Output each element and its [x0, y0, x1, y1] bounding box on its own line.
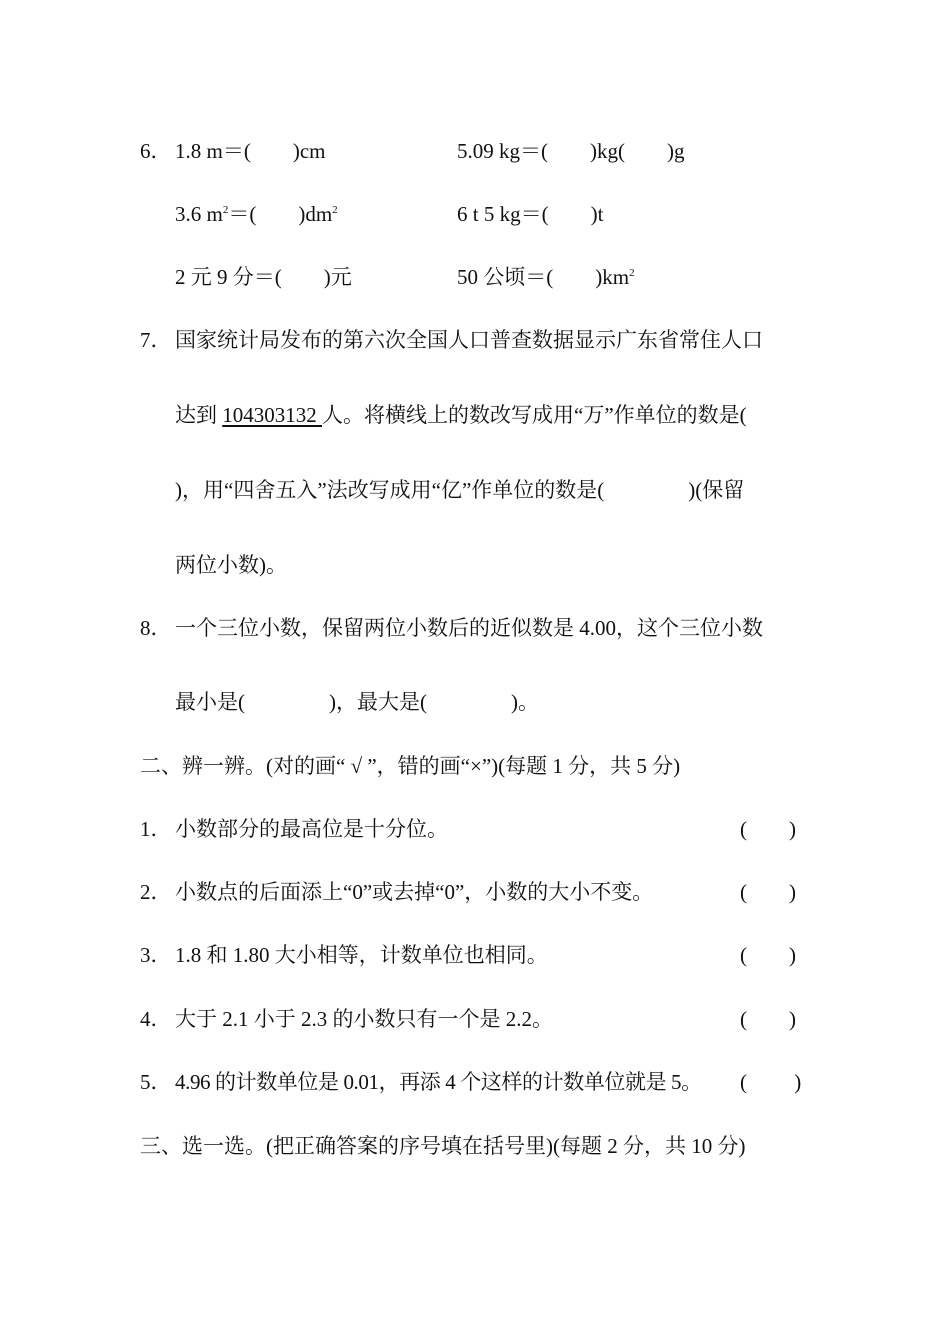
q7-number: 7． — [140, 328, 172, 352]
sec2-item5-answer-paren: ( ) — [740, 1070, 802, 1094]
q6-row3-left: 2 元 9 分＝( )元 — [175, 265, 352, 289]
sec2-item1-text: 小数部分的最高位是十分位。 — [175, 817, 448, 841]
sec2-item1-number: 1． — [140, 817, 172, 841]
superscript-2: 2 — [332, 204, 338, 216]
sec2-item4-answer-paren: ( ) — [740, 1007, 796, 1031]
sec2-item3-number: 3． — [140, 943, 172, 967]
q7-line1: 国家统计局发布的第六次全国人口普查数据显示广东省常住人口 — [175, 328, 763, 352]
sec2-item3-text: 1.8 和 1.80 大小相等，计数单位也相同。 — [175, 943, 548, 967]
q8-number: 8． — [140, 616, 172, 640]
q6-row2-left-a: 3.6 m — [175, 202, 223, 226]
sec2-item2-answer-paren: ( ) — [740, 880, 796, 904]
sec2-item2-text: 小数点的后面添上“0”或去掉“0”，小数的大小不变。 — [175, 880, 654, 904]
sec2-item2-number: 2． — [140, 880, 172, 904]
q6-row1-right: 5.09 kg＝( )kg( )g — [457, 139, 685, 163]
q7-line4: 两位小数)。 — [175, 553, 287, 577]
sec2-item5-number: 5． — [140, 1070, 172, 1094]
q7-underlined-number: 104303132 — [222, 403, 322, 427]
q6-number: 6． — [140, 139, 172, 163]
sec2-item1-answer-paren: ( ) — [740, 817, 796, 841]
q7-line2-pre: 达到 — [175, 403, 223, 427]
q6-row3-right-text: 50 公顷＝( )km — [457, 265, 630, 289]
sec2-item3-answer-paren: ( ) — [740, 943, 796, 967]
section2-title: 二、辨一辨。(对的画“ √ ”，错的画“×”)(每题 1 分，共 5 分) — [140, 754, 681, 778]
section3-title: 三、选一选。(把正确答案的序号填在括号里)(每题 2 分，共 10 分) — [140, 1134, 746, 1158]
q7-line3: )，用“四舍五入”法改写成用“亿”作单位的数是( )(保留 — [175, 478, 745, 502]
sec2-item4-text: 大于 2.1 小于 2.3 的小数只有一个是 2.2。 — [175, 1007, 553, 1031]
q6-row2-right: 6 t 5 kg＝( )t — [457, 202, 604, 226]
q8-line2: 最小是( )，最大是( )。 — [175, 690, 539, 714]
q6-row3-right — [457, 267, 635, 288]
superscript-2: 2 — [629, 267, 635, 279]
superscript-2: 2 — [222, 204, 229, 216]
q7-line2 — [175, 405, 747, 426]
sec2-item5-text: 4.96 的计数单位是 0.01，再添 4 个这样的计数单位就是 5。 — [175, 1070, 702, 1094]
q6-row1-left: 1.8 m＝( )cm — [175, 139, 326, 163]
q6-row2-left-b: ＝( )dm — [228, 202, 333, 226]
sec2-item4-number: 4． — [140, 1007, 172, 1031]
q7-line2-post: 人。将横线上的数改写成用“万”作单位的数是( — [322, 403, 747, 427]
q6-row2-left — [175, 204, 338, 225]
q8-line1: 一个三位小数，保留两位小数后的近似数是 4.00，这个三位小数 — [175, 616, 763, 640]
